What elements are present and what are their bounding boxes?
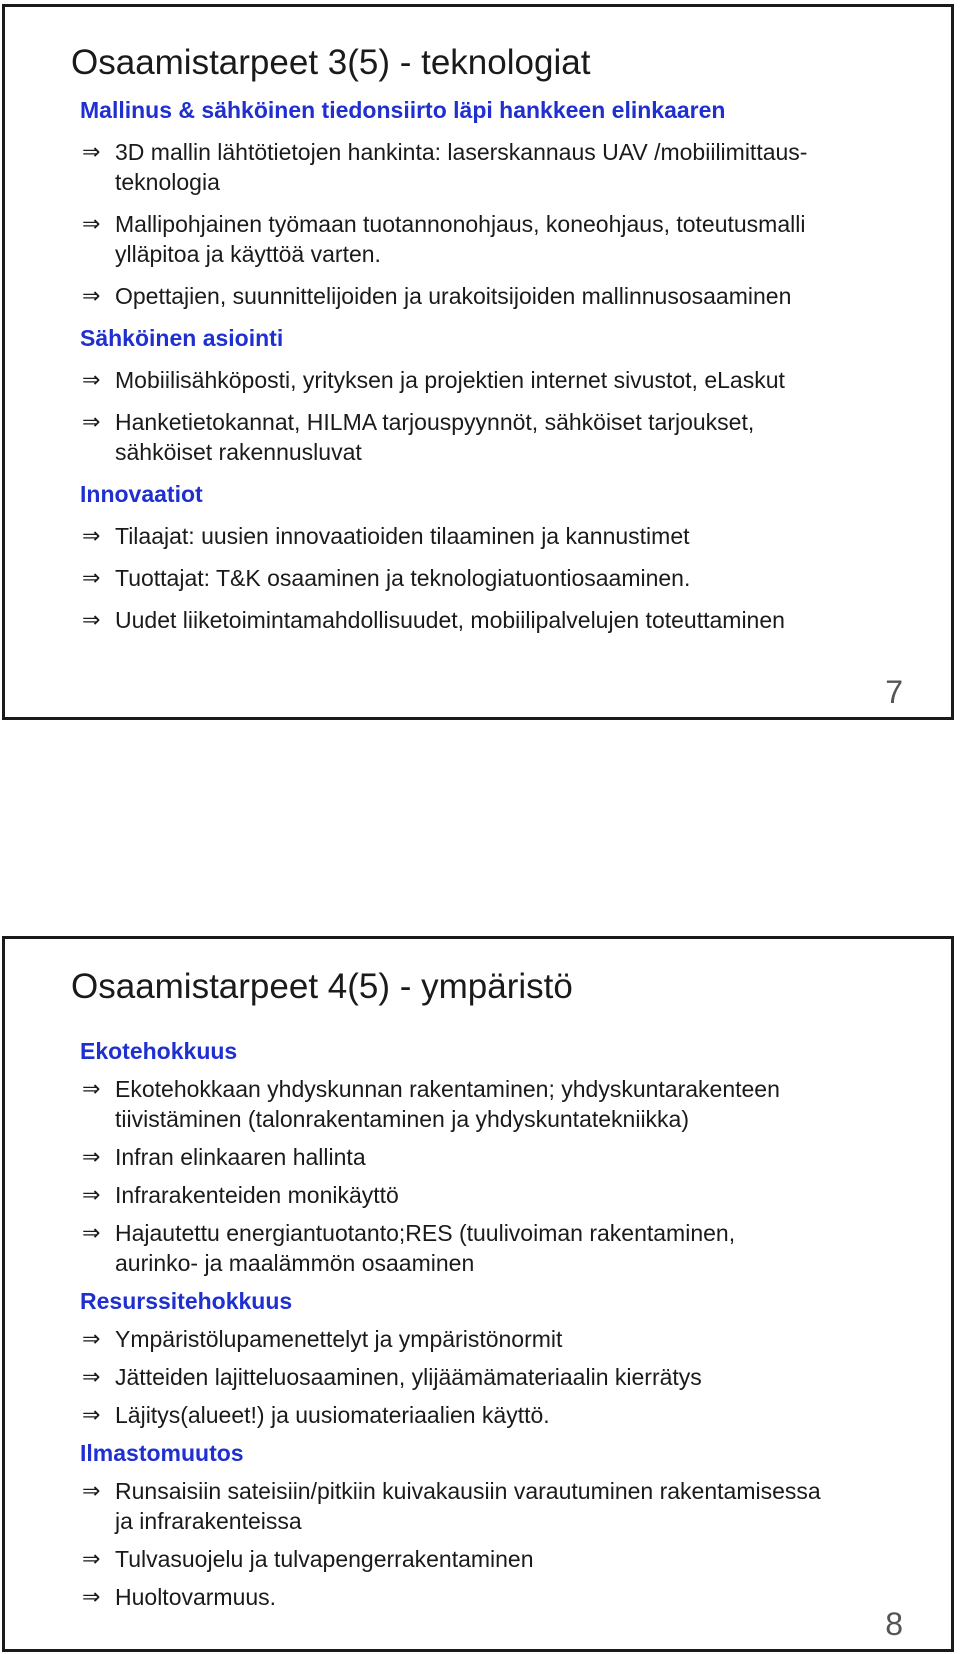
section-heading: Innovaatiot	[80, 481, 203, 507]
bullet-item	[80, 605, 931, 635]
bullet-line: Hajautettu energiantuotanto;RES (tuulivoiman rakentaminen,	[115, 1220, 736, 1246]
implies-arrow-icon: ⇒	[82, 607, 101, 632]
implies-arrow-icon: ⇒	[82, 1546, 101, 1571]
bullet-item	[80, 1400, 931, 1430]
implies-arrow-icon: ⇒	[82, 1364, 101, 1389]
implies-arrow-icon: ⇒	[82, 367, 101, 392]
bullet-line: ja infrarakenteissa	[115, 1508, 302, 1534]
bullet-line: Mallipohjainen työmaan tuotannonohjaus, koneohjaus, toteutusmalli	[115, 211, 806, 237]
slide-title: Osaamistarpeet 4(5) - ympäristö	[71, 967, 573, 1006]
bullet-item	[80, 281, 931, 311]
page-number: 8	[885, 1606, 903, 1642]
implies-arrow-icon: ⇒	[82, 1584, 101, 1609]
bullet-line: Tilaajat: uusien innovaatioiden tilaaminen ja kannustimet	[115, 523, 690, 549]
implies-arrow-icon: ⇒	[82, 139, 101, 164]
bullet-line: teknologia	[115, 169, 220, 195]
slide-content	[80, 95, 931, 647]
bullet-item	[80, 407, 931, 467]
slide-title: Osaamistarpeet 3(5) - teknologiat	[71, 43, 591, 82]
implies-arrow-icon: ⇒	[82, 283, 101, 308]
bullet-line: sähköiset rakennusluvat	[115, 439, 362, 465]
section-heading: Mallinus & sähköinen tiedonsiirto läpi hankkeen elinkaaren	[80, 97, 726, 123]
bullet-item	[80, 1218, 931, 1278]
bullet-item	[80, 365, 931, 395]
bullet-item	[80, 1476, 931, 1536]
implies-arrow-icon: ⇒	[82, 1478, 101, 1503]
bullet-item	[80, 137, 931, 197]
section-heading: Sähköinen asiointi	[80, 325, 284, 351]
bullet-line: Infrarakenteiden monikäyttö	[115, 1182, 399, 1208]
page-number: 7	[885, 674, 903, 710]
implies-arrow-icon: ⇒	[82, 1402, 101, 1427]
implies-arrow-icon: ⇒	[82, 1182, 101, 1207]
bullet-item	[80, 563, 931, 593]
bullet-line: Ekotehokkaan yhdyskunnan rakentaminen; yhdyskuntarakenteen	[115, 1076, 780, 1102]
bullet-line: Hanketietokannat, HILMA tarjouspyynnöt, sähköiset tarjoukset,	[115, 409, 755, 435]
slide-content	[80, 1036, 931, 1620]
implies-arrow-icon: ⇒	[82, 1144, 101, 1169]
implies-arrow-icon: ⇒	[82, 1076, 101, 1101]
implies-arrow-icon: ⇒	[82, 1220, 101, 1245]
slide-7	[2, 4, 954, 720]
section-heading: Ekotehokkuus	[80, 1038, 238, 1064]
bullet-line: tiivistäminen (talonrakentaminen ja yhdyskuntatekniikka)	[115, 1106, 690, 1132]
bullet-line: Tulvasuojelu ja tulvapengerrakentaminen	[115, 1546, 534, 1572]
slide-8	[2, 936, 954, 1652]
bullet-line: Infran elinkaaren hallinta	[115, 1144, 366, 1170]
bullet-item	[80, 1324, 931, 1354]
bullet-item	[80, 521, 931, 551]
section-heading: Resurssitehokkuus	[80, 1288, 293, 1314]
bullet-line: 3D mallin lähtötietojen hankinta: laserskannaus UAV /mobiilimittaus-	[115, 139, 808, 165]
implies-arrow-icon: ⇒	[82, 1326, 101, 1351]
bullet-item	[80, 1180, 931, 1210]
implies-arrow-icon: ⇒	[82, 211, 101, 236]
section-heading: Ilmastomuutos	[80, 1440, 244, 1466]
implies-arrow-icon: ⇒	[82, 565, 101, 590]
bullet-line: ylläpitoa ja käyttöä varten.	[115, 241, 381, 267]
bullet-item	[80, 1074, 931, 1134]
implies-arrow-icon: ⇒	[82, 523, 101, 548]
bullet-line: Jätteiden lajitteluosaaminen, ylijäämämateriaalin kierrätys	[115, 1364, 702, 1390]
bullet-item	[80, 1582, 931, 1612]
bullet-line: Ympäristölupamenettelyt ja ympäristönormit	[115, 1326, 563, 1352]
bullet-item	[80, 1544, 931, 1574]
bullet-line: Tuottajat: T&K osaaminen ja teknologiatuontiosaaminen.	[115, 565, 691, 591]
bullet-line: Huoltovarmuus.	[115, 1584, 277, 1610]
implies-arrow-icon: ⇒	[82, 409, 101, 434]
bullet-line: Opettajien, suunnittelijoiden ja urakoitsijoiden mallinnusosaaminen	[115, 283, 792, 309]
bullet-item	[80, 209, 931, 269]
bullet-line: Mobiilisähköposti, yrityksen ja projektien internet sivustot, eLaskut	[115, 367, 785, 393]
bullet-line: Runsaisiin sateisiin/pitkiin kuivakausiin varautuminen rakentamisessa	[115, 1478, 821, 1504]
bullet-line: aurinko- ja maalämmön osaaminen	[115, 1250, 475, 1276]
bullet-item	[80, 1142, 931, 1172]
bullet-line: Uudet liiketoimintamahdollisuudet, mobiilipalvelujen toteuttaminen	[115, 607, 785, 633]
bullet-line: Läjitys(alueet!) ja uusiomateriaalien käyttö.	[115, 1402, 550, 1428]
bullet-item	[80, 1362, 931, 1392]
